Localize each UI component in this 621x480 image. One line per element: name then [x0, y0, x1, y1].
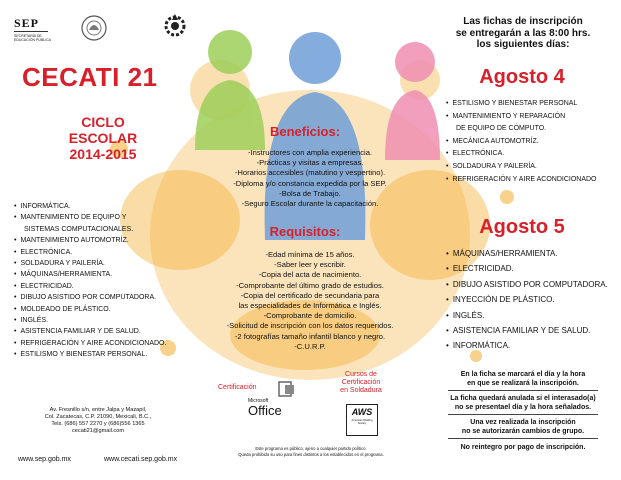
office-text: Office: [248, 403, 282, 418]
notice-line: no se presentael día y la hora señalados.: [454, 404, 592, 411]
requisitos-heading: Requisitos:: [269, 224, 341, 239]
ciclo-escolar-block: [48, 114, 158, 162]
notices-block: [430, 370, 616, 452]
cursos-line: en Soldadura: [340, 387, 382, 395]
beneficio-item: -Diploma y/o constancia expedida por la SEP.: [233, 178, 387, 188]
address-block: [28, 407, 168, 435]
disclaimer: [206, 446, 416, 457]
year-line: 2014-2015: [69, 146, 137, 162]
beneficio-item: -Prácticas y visitas a empresas.: [256, 158, 364, 168]
ciclo-line: CICLO: [81, 114, 125, 130]
course-item: • ASISTENCIA FAMILIAR Y DE SALUD.: [14, 326, 166, 337]
beneficio-item: -Seguro Escolar durante la capacitación.: [241, 199, 379, 209]
agosto-5-course-item: • ASISTENCIA FAMILIAR Y DE SALUD.: [446, 323, 608, 338]
agosto-5-course-item: • INGLÉS.: [446, 308, 608, 323]
cecati-url[interactable]: www.cecati.sep.gob.mx: [104, 456, 178, 463]
beneficio-item: -Bolsa de Trabajo.: [279, 188, 341, 198]
aws-logo-text: AWS: [351, 407, 373, 417]
agosto-4-course-item: DE EQUIPO DE CÓMPUTO.: [456, 125, 547, 133]
requisito-item: -Saber leer y escribir.: [274, 260, 346, 270]
requisito-item: -Copia del certificado de secundaria para: [240, 290, 380, 300]
beneficio-item: -Instructores con amplia experiencia.: [247, 148, 373, 157]
agosto-4-course-item: • REFRIGERACIÓN Y AIRE ACONDICIONADO: [446, 174, 597, 187]
notice-4: No reintegro por pago de inscripción.: [460, 444, 586, 451]
notice-line: en que se realizará la inscripción.: [467, 380, 579, 387]
aws-logo: [346, 404, 378, 436]
address-line: Col. Zacatecas, C.P. 21090, Mexicali, B.C.,: [44, 414, 152, 420]
beneficios-heading: Beneficios:: [269, 124, 341, 139]
agosto-5-course-item: • INFORMÁTICA.: [446, 338, 608, 353]
course-item: • DIBUJO ASISTIDO POR COMPUTADORA.: [14, 292, 166, 303]
course-item: • SOLDADURA Y PAILERÍA.: [14, 258, 166, 269]
inscripcion-line: se entregarán a las 8:00 hrs.: [455, 27, 591, 39]
notice-1: [430, 370, 616, 388]
agosto-4-course-item: • SOLDADURA Y PAILERÍA.: [446, 161, 597, 174]
office-logo-icon: [278, 380, 296, 398]
agosto-4-course-item: • MANTENIMIENTO Y REPARACIÓN: [446, 111, 597, 124]
agosto-4-courses: [446, 98, 597, 186]
beneficios-list: [215, 148, 405, 209]
requisito-item: -Edad mínima de 15 años.: [265, 250, 355, 259]
certificacion-label: Certificación: [218, 384, 257, 391]
email-address: cecati21@gmail.com: [71, 428, 124, 434]
divider: [448, 438, 598, 439]
address-line: Av. Fresnillo s/n, entre Jalpa y Mazapil,: [49, 407, 147, 413]
divider: [448, 390, 598, 391]
notice-2: [430, 394, 616, 412]
notice-line: La ficha quedará anulada si el interasado(a): [450, 395, 596, 402]
course-item: • MOLDEADO DE PLÁSTICO.: [14, 304, 166, 315]
disclaimer-line: Queda prohibido su uso para fines distintos a los establecidos en el programa.: [238, 451, 384, 457]
course-item: • MANTENIMIENTO DE EQUIPO Y: [14, 212, 166, 223]
mexico-coat-of-arms-icon: [80, 14, 108, 42]
course-item: SISTEMAS COMPUTACIONALES.: [24, 225, 134, 233]
course-item: • ESTILISMO Y BIENESTAR PERSONAL.: [14, 349, 166, 360]
inscripcion-line: los siguientes días:: [476, 39, 570, 50]
inscripcion-line: Las fichas de inscripción: [463, 16, 583, 27]
requisito-item: -Comprobante de domicilio.: [263, 311, 357, 321]
course-item: • MÁQUINAS/HERRAMIENTA.: [14, 269, 166, 280]
notice-line: En la ficha se marcará el día y la hora: [460, 371, 586, 378]
courses-list-left: [14, 201, 166, 361]
agosto-5-courses: [446, 246, 608, 354]
cursos-line: Certificación: [341, 379, 381, 387]
address-line: Tels. (686) 557 2270 y (686)556 1365: [51, 421, 145, 427]
cursos-line: Cursos de: [345, 371, 377, 378]
escolar-line: ESCOLAR: [68, 130, 138, 146]
silhouette-pink-figure: [385, 42, 440, 160]
notice-line: Una vez realizada la inscripción: [470, 419, 576, 426]
requisito-item: -Comprobante del último grado de estudios.: [236, 280, 384, 290]
microsoft-text: Microsoft: [248, 398, 269, 404]
sep-logo-text: SEP: [14, 16, 48, 32]
disclaimer-line: Este programa es público, ajeno a cualquier partido político.: [255, 446, 367, 451]
sep-url[interactable]: www.sep.gob.mx: [18, 456, 71, 463]
notice-3: [430, 418, 616, 436]
agosto-5-course-item: • ELECTRICIDAD.: [446, 261, 608, 276]
course-item: • INGLÉS.: [14, 315, 166, 326]
cecati-gear-logo-icon: [162, 12, 188, 38]
agosto-5-course-item: • DIBUJO ASISTIDO POR COMPUTADORA.: [446, 277, 608, 292]
agosto-5-heading: Agosto 5: [479, 216, 565, 238]
divider: [448, 414, 598, 415]
course-item: • REFRIGERACIÓN Y AIRE ACONDICIONADO.: [14, 338, 166, 349]
course-item: • ELECTRÓNICA.: [14, 247, 166, 258]
inscripcion-info: [430, 16, 616, 51]
agosto-5-course-item: • MÁQUINAS/HERRAMIENTA.: [446, 246, 608, 261]
agosto-4-course-item: • ELECTRÓNICA.: [446, 148, 597, 161]
agosto-5-course-item: • INYECCIÓN DE PLÁSTICO.: [446, 292, 608, 307]
course-item: • MANTENIMIENTO AUTOMOTRÍZ.: [14, 235, 166, 246]
requisitos-list: [200, 250, 420, 352]
course-item: • INFORMÁTICA.: [14, 201, 166, 212]
requisito-item: -C.U.R.P.: [294, 341, 326, 351]
sep-logo: [14, 16, 84, 44]
cursos-soldadura-label: [326, 371, 396, 396]
agosto-4-course-item: • ESTILISMO Y BIENESTAR PERSONAL: [446, 98, 597, 111]
requisito-item: las especialidades de Informática e Inglés.: [238, 301, 382, 311]
requisito-item: -Solicitud de inscripción con los datos requeridos.: [226, 321, 394, 331]
agosto-4-course-item: • MECÁNICA AUTOMOTRÍZ.: [446, 136, 597, 149]
notice-line: no se autorizarán cambios de grupo.: [461, 428, 585, 435]
requisito-item: -2 fotografías tamaño infantil blanco y negro.: [234, 331, 386, 341]
course-item: • ELECTRICIDAD.: [14, 281, 166, 292]
aws-logo-subtext: American Welding Society: [351, 419, 373, 425]
school-name-title: CECATI 21: [22, 62, 158, 92]
agosto-4-heading: Agosto 4: [479, 66, 565, 88]
requisito-item: -Copia del acta de nacimiento.: [258, 270, 362, 280]
beneficio-item: -Horarios accesibles (matutino y vespertino).: [234, 168, 386, 178]
sep-logo-subtext: SECRETARÍA DE EDUCACIÓN PÚBLICA: [14, 34, 51, 42]
